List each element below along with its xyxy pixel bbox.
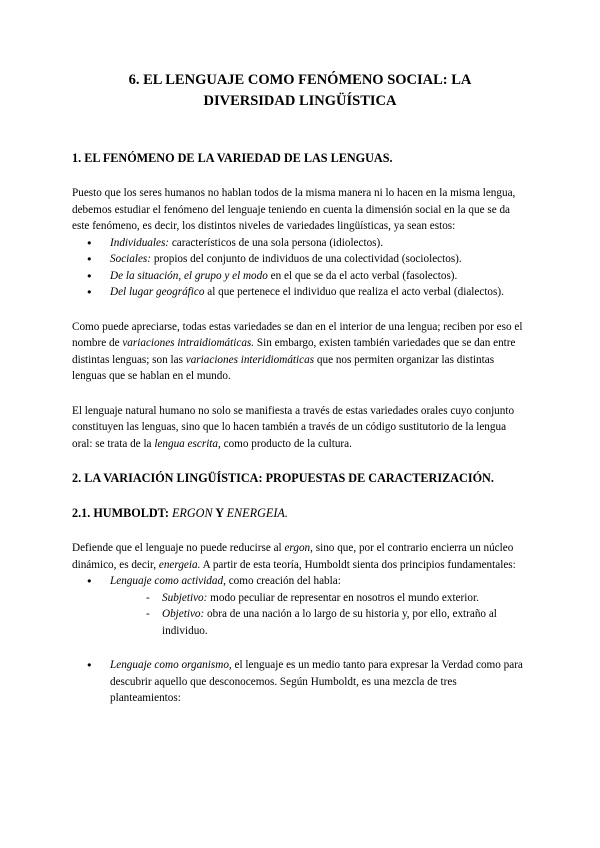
text-run: A partir de esta teoría, Humboldt sienta dos principios fundamentales: <box>200 558 516 571</box>
list-item-situacion <box>106 268 528 285</box>
list-item-text: al que pertenece el individuo que realiza el acto verbal (dialectos). <box>204 286 504 298</box>
written-language-paragraph <box>72 403 528 453</box>
list-item-term: Lenguaje como organismo, <box>110 659 232 671</box>
emphasis-text: energeia. <box>158 558 201 571</box>
section-2-1-heading <box>72 505 528 522</box>
emphasis-text: variaciones intraidiomáticas. <box>122 337 255 349</box>
variations-paragraph <box>72 319 528 385</box>
list-item-text: modo peculiar de representar en nosotros el mundo exterior. <box>207 591 479 604</box>
heading-text: 2.1. HUMBOLDT: <box>72 506 172 520</box>
text-run: Como puede apreciarse, todas estas variedades se dan en el interior de una lengua; reciben por eso el nombre de <box>72 320 523 349</box>
list-item-text: obra de una nación a lo largo de su historia y, por ello, extraño al individuo. <box>162 608 497 637</box>
list-item-organismo <box>106 657 528 707</box>
text-run: , como producto de la cultura. <box>218 437 352 450</box>
list-item-lugar <box>106 284 528 301</box>
text-run: Defiende que el lenguaje no puede reducirse al <box>72 542 285 554</box>
humboldt-principles-list <box>72 573 528 707</box>
list-item-term: Objetivo: <box>162 608 205 620</box>
sublist-item-subjetivo <box>162 590 528 607</box>
section-2-heading: 2. LA VARIACIÓN LINGÜÍSTICA: PROPUESTAS DE CARACTERIZACIÓN. <box>72 471 494 485</box>
section-1-intro-paragraph: Puesto que los seres humanos no hablan todos de la misma manera ni lo hacen en la misma lengua, debemos estudiar el fenómeno del lenguaje teniendo en cuenta la dimensión social en la que se da este fenómeno, es decir, los distintos niveles de variedades lingüísticas, ya sean estos: <box>72 187 516 232</box>
list-item-text: característicos de una sola persona (idiolectos). <box>169 236 384 249</box>
list-item-actividad <box>106 573 528 639</box>
list-item-sociales <box>106 251 528 268</box>
text-run: El lenguaje natural humano no solo se manifiesta a través de estas variedades orales cuyo conjunto constituyen las lenguas, sino que lo hacen también a través de un código sustitutorio de la lengua oral: se trata de la <box>72 404 515 450</box>
text-run: que nos permiten organizar las distintas lenguas que se hablan en el mundo. <box>72 353 495 382</box>
variety-levels-list <box>72 235 528 301</box>
text-run: Sin embargo, existen también variedades que se dan entre distintas lenguas; son las <box>72 337 516 366</box>
humboldt-paragraph <box>72 540 528 573</box>
heading-emphasis: ENERGEIA. <box>226 506 288 520</box>
section-1-heading: 1. EL FENÓMENO DE LA VARIEDAD DE LAS LENGUAS. <box>72 151 393 165</box>
list-item-term: Del lugar geográfico <box>110 286 205 298</box>
list-item-text: como creación del habla: <box>225 575 341 587</box>
list-item-individuales <box>106 235 528 252</box>
heading-emphasis: ERGON <box>171 506 213 520</box>
list-item-term: De la situación, el grupo y el modo <box>110 269 268 282</box>
emphasis-text: lengua escrita <box>154 437 219 450</box>
emphasis-text: ergon, <box>284 542 313 554</box>
list-item-term: Sociales: <box>110 253 152 265</box>
sublist-item-objetivo <box>162 606 528 639</box>
list-item-text: propios del conjunto de individuos de una colectividad (sociolectos). <box>151 253 462 265</box>
actividad-sublist <box>110 590 528 640</box>
list-item-text: el lenguaje es un medio tanto para expresar la Verdad como para descubrir aquello que desconocemos. Según Humboldt, es una mezcla de tres planteamientos: <box>110 659 523 704</box>
list-item-term: Lenguaje como actividad, <box>110 575 226 587</box>
list-item-term: Individuales: <box>110 236 170 249</box>
emphasis-text: variaciones interidiomáticas <box>185 353 315 366</box>
list-item-text: en el que se da el acto verbal (fasolectos). <box>267 269 458 282</box>
list-item-term: Subjetivo: <box>162 591 208 604</box>
document-title: 6. EL LENGUAJE COMO FENÓMENO SOCIAL: LA DIVERSIDAD LINGÜÍSTICA <box>128 72 472 109</box>
heading-text: Y <box>212 506 227 520</box>
text-run: sino que, por el contrario encierra un núcleo dinámico, es decir, <box>72 542 514 571</box>
